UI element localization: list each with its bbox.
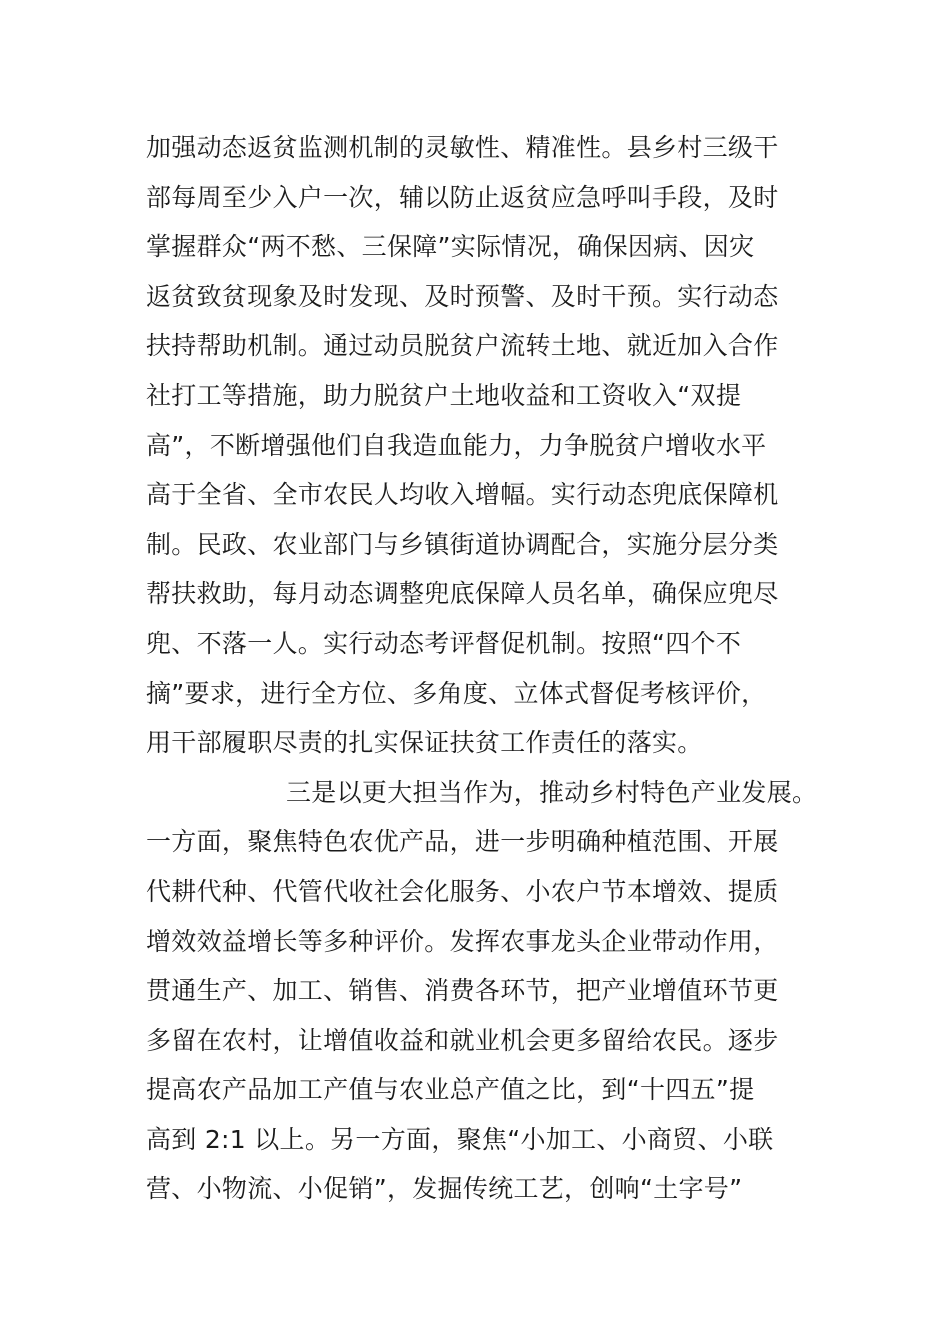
text-line: 代耕代种、代管代收社会化服务、小农户节本增效、提质 — [146, 876, 779, 906]
text-line: 返贫致贫现象及时发现、及时预警、及时干预。实行动态 — [146, 281, 779, 311]
text-line: 扶持帮助机制。通过动员脱贫户流转土地、就近加入合作 — [146, 331, 779, 361]
text-line: 增效效益增长等多种评价。发挥农事龙头企业带动作用， — [146, 926, 779, 956]
text-line: 制。民政、农业部门与乡镇街道协调配合，实施分层分类 — [146, 529, 779, 559]
text-line: 高到 2:1 以上。另一方面，聚焦“小加工、小商贸、小联 — [146, 1124, 774, 1154]
text-line: 帮扶救助，每月动态调整兜底保障人员名单，确保应兜尽 — [146, 579, 779, 609]
text-line: 高于全省、全市农民人均收入增幅。实行动态兜底保障机 — [146, 480, 779, 510]
body-text — [146, 123, 846, 1214]
section-heading-line: 三是以更大担当作为，推动乡村特色产业发展。 — [286, 777, 818, 807]
text-line: 提高农产品加工产值与农业总产值之比，到“十四五”提 — [146, 1075, 755, 1105]
text-line: 贯通生产、加工、销售、消费各环节，把产业增值环节更 — [146, 976, 779, 1006]
text-line: 掌握群众“两不愁、三保障”实际情况，确保因病、因灾 — [146, 232, 755, 262]
text-line: 多留在农村，让增值收益和就业机会更多留给农民。逐步 — [146, 1025, 779, 1055]
text-line: 社打工等措施，助力脱贫户土地收益和工资收入“双提 — [146, 380, 742, 410]
text-line: 摘”要求，进行全方位、多角度、立体式督促考核评价， — [146, 678, 767, 708]
text-line: 高”，不断增强他们自我造血能力，力争脱贫户增收水平 — [146, 430, 767, 460]
text-line: 部每周至少入户一次，辅以防止返贫应急呼叫手段，及时 — [146, 182, 779, 212]
text-line: 兜、不落一人。实行动态考评督促机制。按照“四个不 — [146, 628, 742, 658]
text-line: 一方面，聚焦特色农优产品，进一步明确种植范围、开展 — [146, 827, 779, 857]
text-line: 营、小物流、小促销”，发掘传统工艺，创响“土字号” — [146, 1174, 743, 1204]
text-line: 用干部履职尽责的扎实保证扶贫工作责任的落实。 — [146, 728, 703, 758]
text-line: 加强动态返贫监测机制的灵敏性、精准性。县乡村三级干 — [146, 133, 779, 162]
